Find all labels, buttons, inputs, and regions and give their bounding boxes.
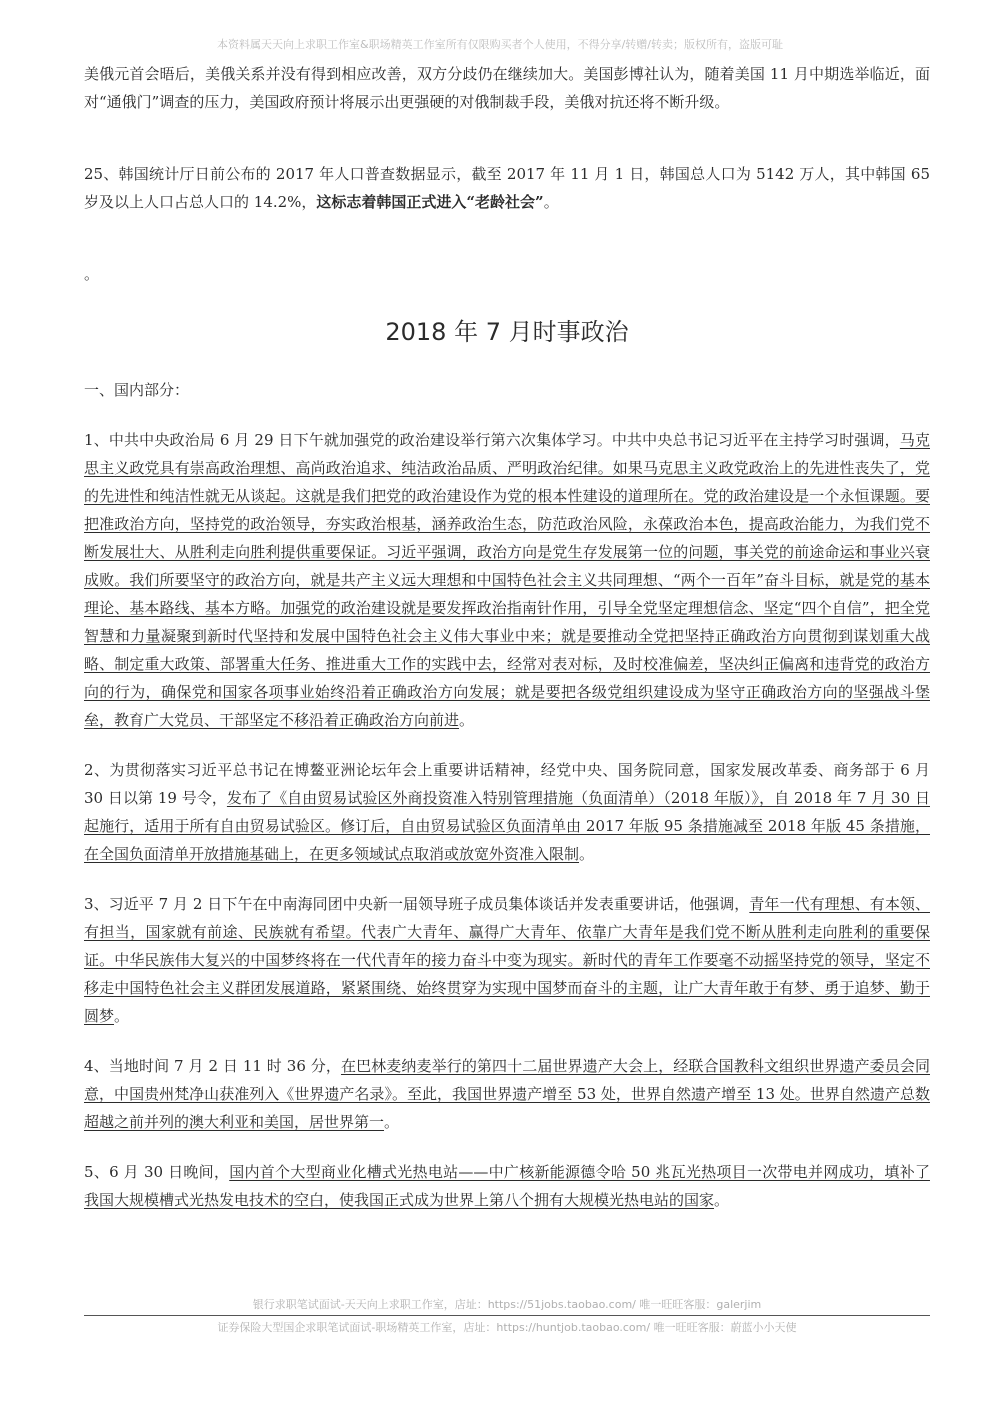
news-item-5-underlined: 国内首个大型商业化槽式光热电站——中广核新能源德令哈 50 兆瓦光热项目一次带电并网成功，填补了我国大规模槽式光热发电技术的空白，使我国正式成为世界上第八个拥有大规模光热电站的国家 — [84, 1163, 930, 1209]
news-item-5 — [84, 1158, 930, 1214]
paragraph-25 — [84, 160, 930, 216]
news-item-4-underlined: 在巴林麦纳麦举行的第四十二届世界遗产大会上，经联合国教科文组织世界遗产委员会同意，中国贵州梵净山获准列入《世界遗产名录》。至此，我国世界遗产增至 53 处，世界自然遗产增至 13 处。世界自然遗产总数超越之前并列的澳大利亚和美国，居世界第一 — [84, 1057, 930, 1131]
news-item-3-underlined: 青年一代有理想、有本领、有担当，国家就有前途、民族就有希望。代表广大青年、赢得广大青年、依靠广大青年是我们党不断从胜利走向胜利的重要保证。中华民族伟大复兴的中国梦终将在一代代青年的接力奋斗中变为现实。新时代的青年工作要毫不动摇坚持党的领导，坚定不移走中国特色社会主义群团发展道路，紧紧围绕、始终贯穿为实现中国梦而奋斗的主题，让广大青年敢于有梦、勇于追梦、勤于圆梦 — [84, 895, 930, 1025]
news-item-4 — [84, 1052, 930, 1136]
footer-line-2: 证券保险大型国企求职笔试面试-职场精英工作室，店址：https://huntjob.taobao.com/ 唯一旺旺客服：蔚蓝小小天使 — [217, 1321, 797, 1334]
news-item-4-lead: 4、当地时间 7 月 2 日 11 时 36 分， — [84, 1057, 341, 1075]
section-heading: 一、国内部分： — [84, 381, 190, 399]
news-item-2-underlined: 发布了《自由贸易试验区外商投资准入特别管理措施（负面清单）（2018 年版）》，自 2018 年 7 月 30 日起施行，适用于所有自由贸易试验区。修订后，自由贸易试验区负面清单由 2017 年版 95 条措施减至 2018 年版 45 条措施，在全国负面清单开放措施基础上，在更多领域试点取消或放宽外资准入限制 — [84, 789, 930, 863]
document-body — [84, 60, 930, 1236]
page-footer — [84, 1296, 930, 1336]
news-item-2 — [84, 756, 930, 868]
news-item-2-end: 。 — [579, 845, 595, 863]
news-item-3-end: 。 — [114, 1007, 130, 1025]
footer-line-1: 银行求职笔试面试-天天向上求职工作室，店址：https://51jobs.taobao.com/ 唯一旺旺客服：galerjim — [252, 1298, 762, 1311]
paragraph-25-bold: 这标志着韩国正式进入“老龄社会” — [316, 193, 544, 211]
news-item-1 — [84, 426, 930, 734]
news-item-3 — [84, 890, 930, 1030]
news-item-5-end: 。 — [714, 1191, 730, 1209]
header-watermark: 本资料属天天向上求职工作室&职场精英工作室所有仅限购买者个人使用，不得分享/转赠/转卖；版权所有，盗版可耻 — [217, 38, 783, 51]
news-item-2-lead: 2、为贯彻落实习近平总书记在博鳌亚洲论坛年会上重要讲话精神，经党中央、国务院同意，国家发展改革委、商务部于 6 月 30 日以第 19 号令， — [84, 761, 930, 807]
page-title: 2018 年 7 月时事政治 — [385, 318, 629, 346]
news-item-5-lead: 5、6 月 30 日晚间， — [84, 1163, 230, 1181]
news-item-1-end: 。 — [459, 711, 475, 729]
news-item-1-underlined: 马克思主义政党具有崇高政治理想、高尚政治追求、纯洁政治品质、严明政治纪律。如果马克思主义政党政治上的先进性丧失了，党的先进性和纯洁性就无从谈起。这就是我们把党的政治建设作为党的根本性建设的道理所在。党的政治建设是一个永恒课题。要把准政治方向，坚持党的政治领导，夯实政治根基，涵养政治生态，防范政治风险，永葆政治本色，提高政治能力，为我们党不断发展壮大、从胜利走向胜利提供重要保证。习近平强调，政治方向是党生存发展第一位的问题，事关党的前途命运和事业兴衰成败。我们所要坚守的政治方向，就是共产主义远大理想和中国特色社会主义共同理想、“两个一百年”奋斗目标，就是党的基本理论、基本路线、基本方略。加强党的政治建设就是要发挥政治指南针作用，引导全党坚定理想信念、坚定“四个自信”，把全党智慧和力量凝聚到新时代坚持和发展中国特色社会主义伟大事业中来；就是要推动全党把坚持正确政治方向贯彻到谋划重大战略、制定重大政策、部署重大任务、推进重大工作的实践中去，经常对表对标，及时校准偏差，坚决纠正偏离和违背党的政治方向的行为，确保党和国家各项事业始终沿着正确政治方向发展；就是要把各级党组织建设成为坚守正确政治方向的坚强战斗堡垒，教育广大党员、干部坚定不移沿着正确政治方向前进 — [84, 431, 930, 729]
news-item-4-end: 。 — [384, 1113, 400, 1131]
news-item-1-lead: 1、中共中央政治局 6 月 29 日下午就加强党的政治建设举行第六次集体学习。中共中央总书记习近平在主持学习时强调， — [84, 431, 900, 449]
footer-divider — [84, 1315, 930, 1316]
stray-dot: 。 — [84, 265, 100, 283]
news-item-3-lead: 3、习近平 7 月 2 日下午在中南海同团中央新一届领导班子成员集体谈话并发表重要讲话，他强调， — [84, 895, 750, 913]
paragraph-25-text: 25、韩国统计厅日前公布的 2017 年人口普查数据显示，截至 2017 年 11 月 1 日，韩国总人口为 5142 万人，其中韩国 65 岁及以上人口占总人口的 14.2%， — [84, 165, 930, 211]
paragraph-25-end: 。 — [543, 193, 559, 211]
paragraph-24-continuation: 美俄元首会晤后，美俄关系并没有得到相应改善，双方分歧仍在继续加大。美国彭博社认为，随着美国 11 月中期选举临近，面对“通俄门”调查的压力，美国政府预计将展示出更强硬的对俄制裁手段，美俄对抗还将不断升级。 — [84, 65, 930, 111]
